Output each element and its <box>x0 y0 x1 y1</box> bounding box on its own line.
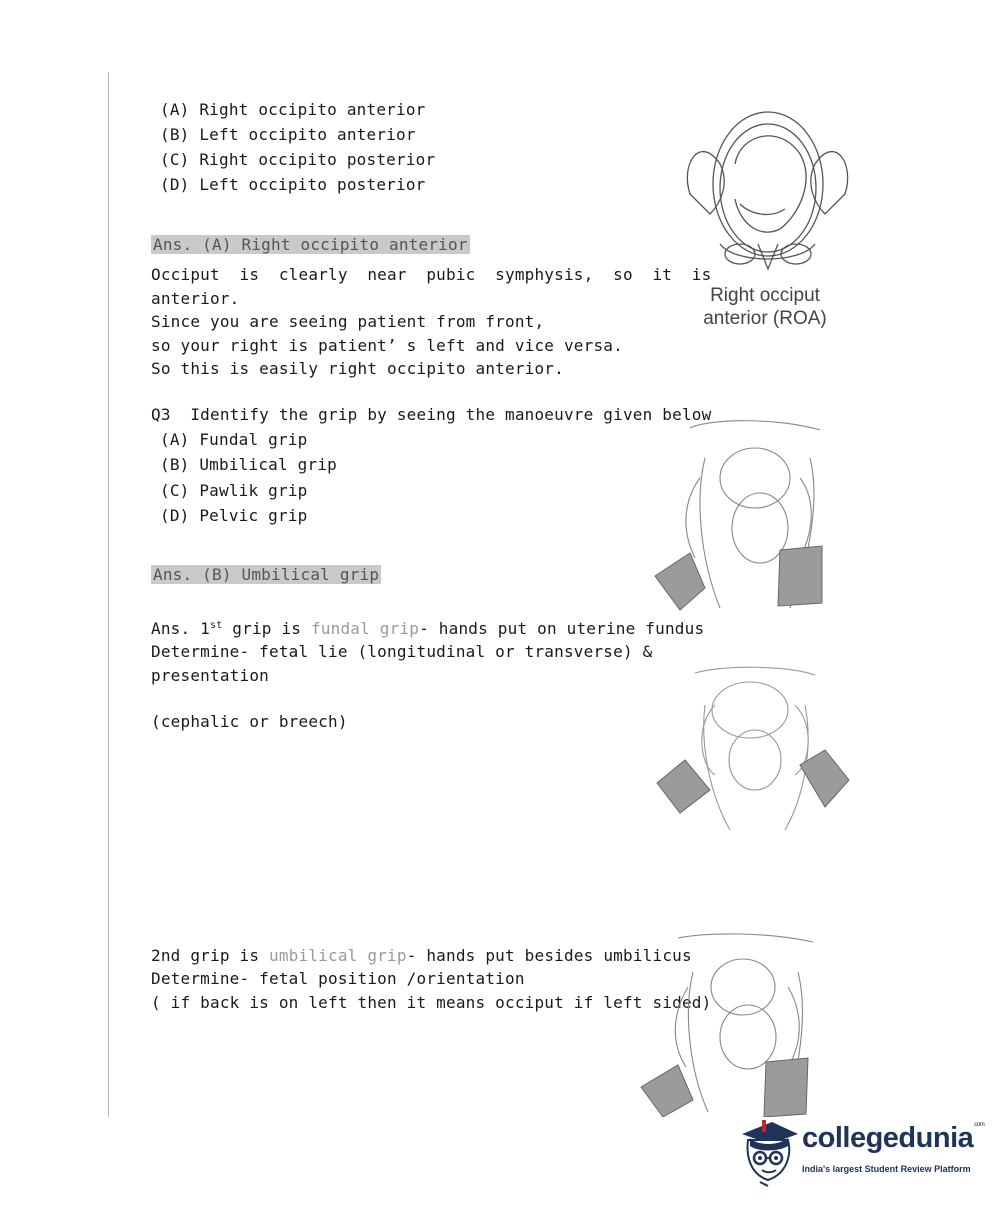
figure-caption-1: Right occiput <box>710 285 820 306</box>
q3-option-a: (A) Fundal grip <box>160 430 308 449</box>
q2-answer-highlight: Ans. (A) Right occipito anterior <box>153 235 468 254</box>
umbilical-grip-figure <box>650 418 835 613</box>
first-grip-line-1 <box>151 619 704 639</box>
second-grip-prefix: 2nd grip is <box>151 946 269 965</box>
roa-pelvis-figure <box>680 104 855 274</box>
q3-option-c: (C) Pawlik grip <box>160 481 308 500</box>
q3-answer <box>151 565 381 585</box>
mascot-icon <box>738 1116 800 1188</box>
logo-name: collegedunia <box>802 1122 974 1154</box>
margin-rule <box>108 72 109 1117</box>
first-grip-line-4: (cephalic or breech) <box>151 712 348 731</box>
q2-answer <box>151 235 470 255</box>
q3-option-b: (B) Umbilical grip <box>160 455 337 474</box>
first-grip-term: fundal grip <box>310 619 420 638</box>
first-grip-line-2: Determine- fetal lie (longitudinal or transverse) & <box>151 642 653 661</box>
q2-explanation-4: so your right is patient’ s left and vice versa. <box>151 336 623 355</box>
q3-question: Q3 Identify the grip by seeing the manoeuvre given below <box>151 405 712 424</box>
logo-wordmark <box>802 1122 984 1155</box>
umbilical-grip-figure-2 <box>638 932 823 1117</box>
q2-explanation-3: Since you are seeing patient from front, <box>151 312 545 331</box>
second-grip-rest: - hands put besides umbilicus <box>406 946 692 965</box>
logo-suffix: .com <box>973 1122 985 1128</box>
logo-tagline: India's largest Student Review Platform <box>802 1164 971 1174</box>
second-grip-line-2: Determine- fetal position /orientation <box>151 969 525 988</box>
first-grip-prefix: Ans. 1 <box>151 619 210 638</box>
q3-answer-highlight: Ans. (B) Umbilical grip <box>153 565 380 584</box>
first-grip-rest: - hands put on uterine fundus <box>419 619 705 638</box>
q3-option-d: (D) Pelvic grip <box>160 506 308 525</box>
q2-explanation-5: So this is easily right occipito anterior. <box>151 359 564 378</box>
first-grip-line-3: presentation <box>151 666 269 685</box>
collegedunia-logo <box>738 1116 985 1188</box>
second-grip-line-3: ( if back is on left then it means occiput if left sided) <box>151 993 712 1012</box>
figure-caption-2: anterior (ROA) <box>703 308 827 329</box>
q2-option-a: (A) Right occipito anterior <box>160 100 426 119</box>
q2-explanation-1: Occiput is clearly near pubic symphysis, so it is <box>151 265 712 284</box>
first-grip-sup: st <box>210 620 223 631</box>
second-grip-term: umbilical grip <box>269 946 407 965</box>
second-grip-line-1 <box>151 946 692 966</box>
first-grip-mid: grip is <box>222 619 311 638</box>
q2-option-c: (C) Right occipito posterior <box>160 150 436 169</box>
fundal-grip-figure <box>655 665 850 835</box>
q2-option-b: (B) Left occipito anterior <box>160 125 416 144</box>
q2-option-d: (D) Left occipito posterior <box>160 175 426 194</box>
q2-explanation-2: anterior. <box>151 289 240 308</box>
